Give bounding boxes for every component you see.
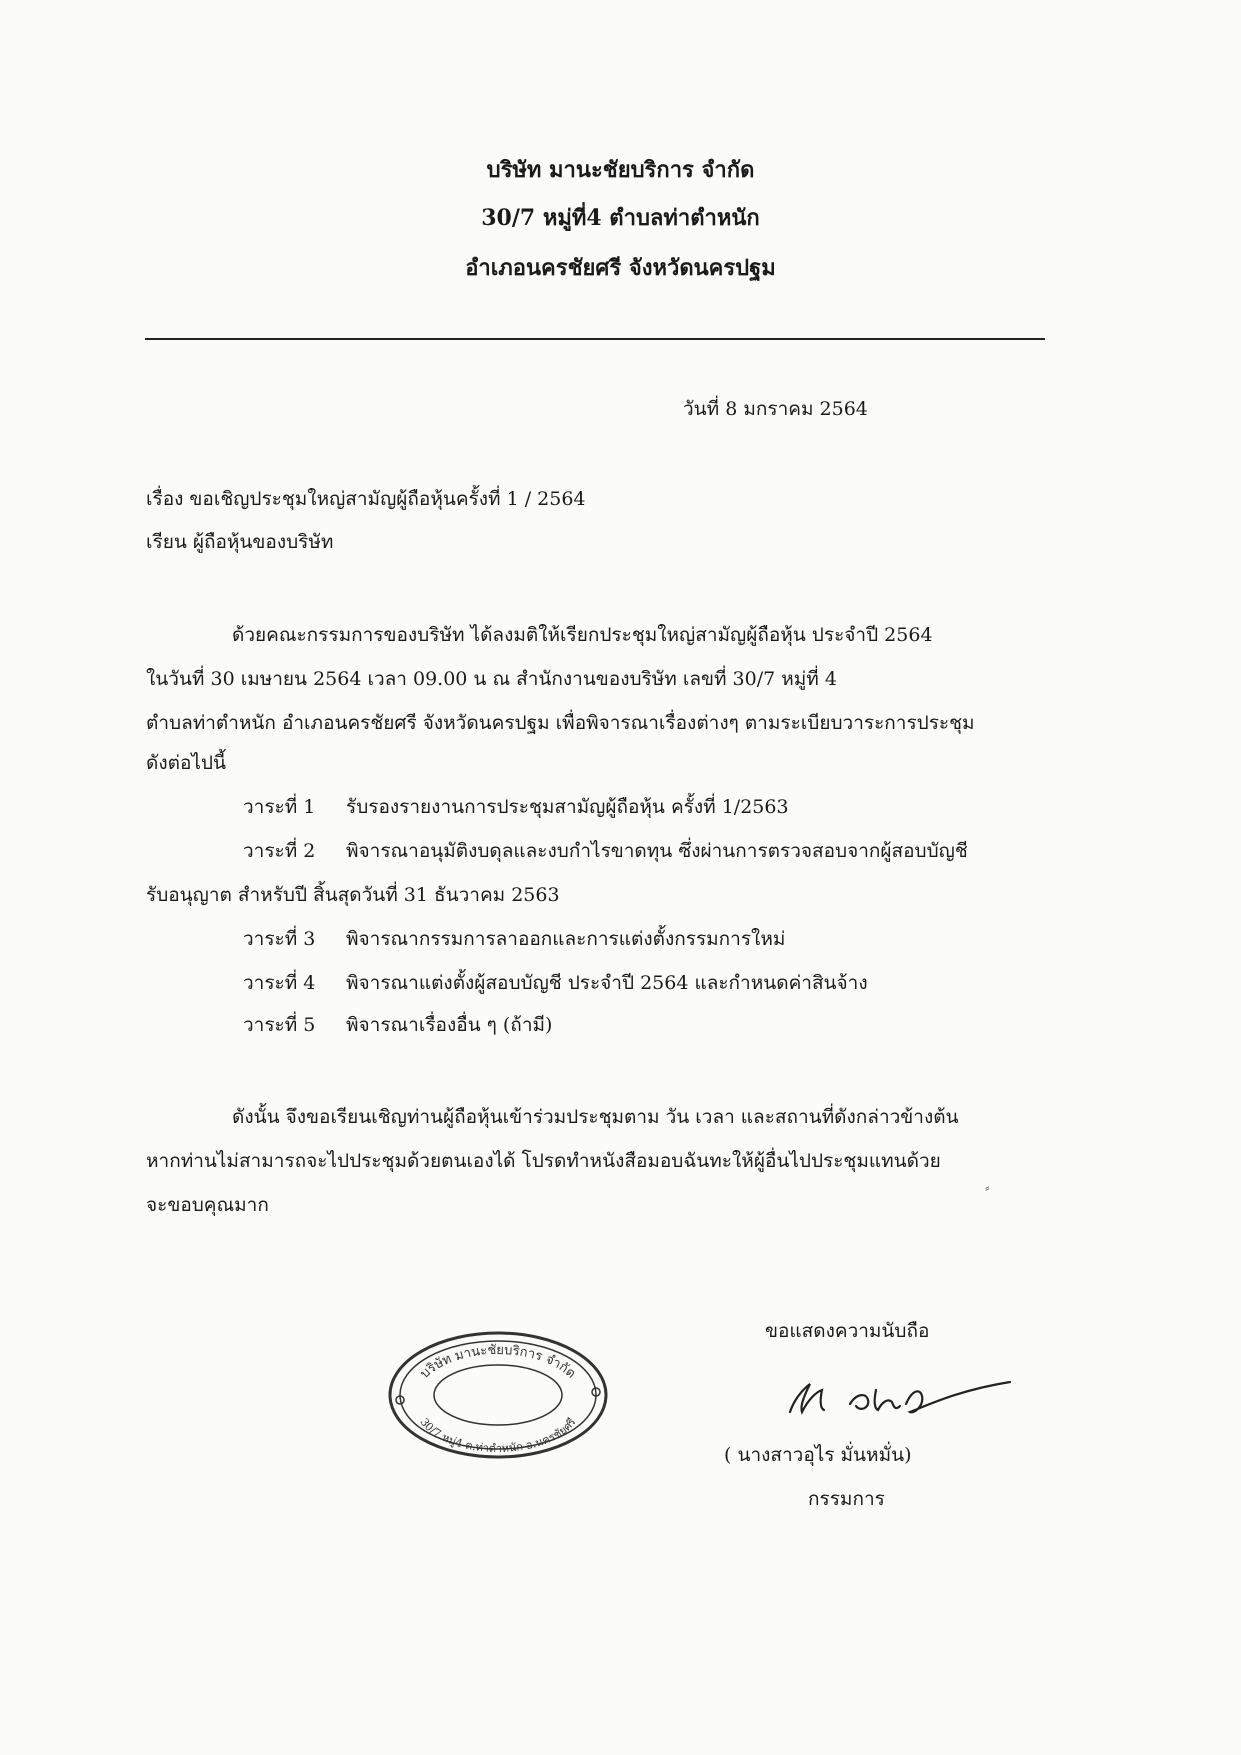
agenda-label-4: วาระที่ 4 — [243, 972, 316, 994]
header-divider — [145, 338, 1045, 340]
handwritten-signature — [780, 1360, 1020, 1430]
company-address-line1: 30/7 หมู่ที่4 ตำบลท่าตำหนัก — [481, 205, 760, 231]
agenda-label-5: วาระที่ 5 — [243, 1014, 316, 1036]
body-line-4: ดังต่อไปนี้ — [146, 752, 226, 774]
company-address-line2: อำเภอนครชัยศรี จังหวัดนครปฐม — [465, 255, 776, 281]
seal-top-text: บริษัท มานะชัยบริการ จำกัด — [417, 1342, 579, 1382]
svg-text:บริษัท มานะชัยบริการ จำกัด — [418, 1343, 579, 1382]
closing-line-2: หากท่านไม่สามารถจะไปประชุมด้วยตนเองได้ โปรดทำหนังสือมอบฉันทะให้ผู้อื่นไปประชุมแทนด้วย — [146, 1150, 941, 1172]
seal-bottom-text: 30/7 หมู่4 ต.ท่าตำหนัก อ.นครชัยศรี — [417, 1415, 579, 1456]
signatory-name: ( นางสาวอุไร มั่นหมั่น) — [724, 1444, 912, 1466]
letter-date: วันที่ 8 มกราคม 2564 — [683, 398, 868, 420]
agenda-text-3: พิจารณากรรมการลาออกและการแต่งตั้งกรรมการใหม่ — [346, 928, 786, 950]
agenda-text-4: พิจารณาแต่งตั้งผู้สอบบัญชี ประจำปี 2564 และกำหนดค่าสินจ้าง — [346, 972, 868, 994]
closing-line-3: จะขอบคุณมาก — [146, 1194, 269, 1216]
letter-subject: เรื่อง ขอเชิญประชุมใหญ่สามัญผู้ถือหุ้นครั้งที่ 1 / 2564 — [146, 488, 586, 510]
agenda-text-2-cont: รับอนุญาต สำหรับปี สิ้นสุดวันที่ 31 ธันวาคม 2563 — [146, 884, 560, 906]
agenda-label-1: วาระที่ 1 — [243, 796, 316, 818]
company-seal — [386, 1330, 610, 1460]
signatory-title: กรรมการ — [808, 1488, 885, 1510]
scan-mark: ⸗ — [985, 1180, 990, 1196]
agenda-text-1: รับรองรายงานการประชุมสามัญผู้ถือหุ้น ครั้งที่ 1/2563 — [346, 796, 789, 818]
letter-recipient: เรียน ผู้ถือหุ้นของบริษัท — [146, 531, 334, 553]
company-name: บริษัท มานะชัยบริการ จำกัด — [486, 157, 755, 183]
regards-text: ขอแสดงความนับถือ — [765, 1320, 930, 1342]
body-line-1: ด้วยคณะกรรมการของบริษัท ได้ลงมติให้เรียกประชุมใหญ่สามัญผู้ถือหุ้น ประจำปี 2564 — [232, 624, 933, 646]
agenda-label-3: วาระที่ 3 — [243, 928, 316, 950]
agenda-label-2: วาระที่ 2 — [243, 840, 316, 862]
agenda-text-5: พิจารณาเรื่องอื่น ๆ (ถ้ามี) — [346, 1014, 553, 1036]
closing-line-1: ดังนั้น จึงขอเรียนเชิญท่านผู้ถือหุ้นเข้าร่วมประชุมตาม วัน เวลา และสถานที่ดังกล่าวข้างต้น — [232, 1106, 959, 1128]
body-line-3: ตำบลท่าตำหนัก อำเภอนครชัยศรี จังหวัดนครปฐม เพื่อพิจารณาเรื่องต่างๆ ตามระเบียบวาระการประชุม — [146, 712, 975, 734]
body-line-2: ในวันที่ 30 เมษายน 2564 เวลา 09.00 น ณ สำนักงานของบริษัท เลขที่ 30/7 หมู่ที่ 4 — [146, 668, 837, 690]
agenda-text-2: พิจารณาอนุมัติงบดุลและงบกำไรขาดทุน ซึ่งผ่านการตรวจสอบจากผู้สอบบัญชี — [346, 840, 968, 862]
